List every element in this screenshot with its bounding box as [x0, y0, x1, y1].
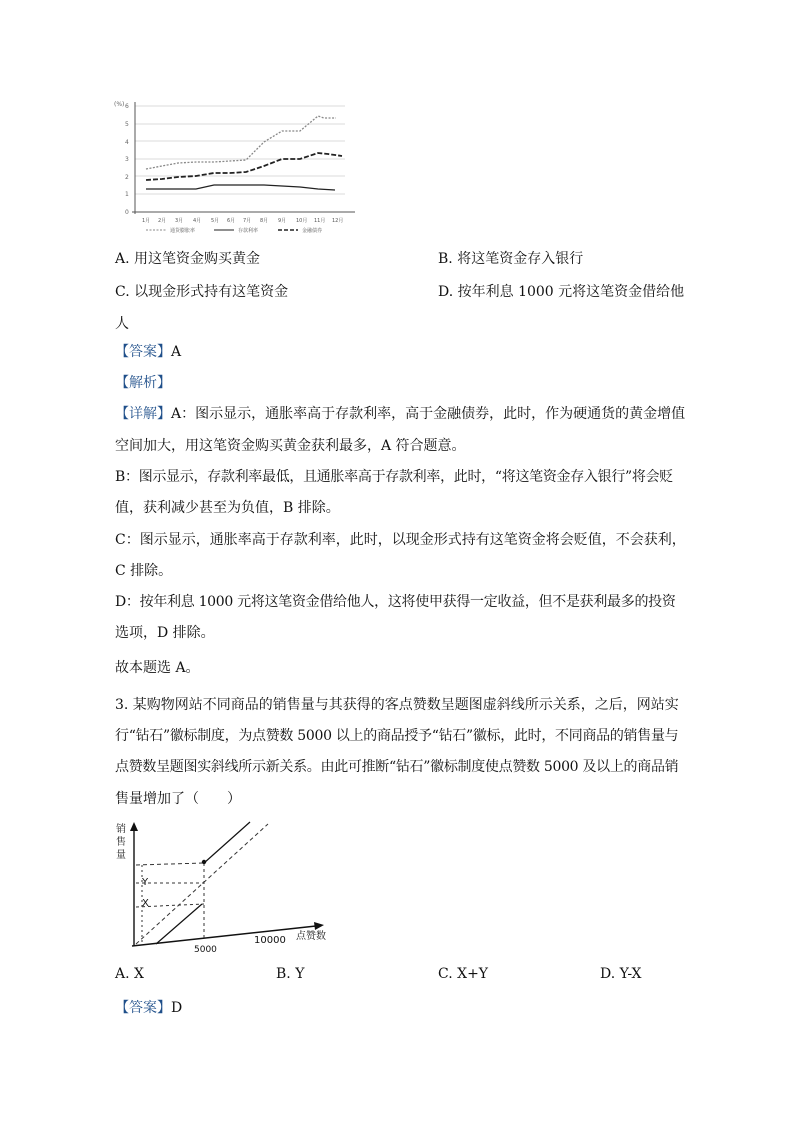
- q3-line3: 点赞数呈题图实斜线所示新关系。由此可推断“钻石”徽标制度使点赞数 5000 及以上的商品销: [115, 759, 679, 775]
- x-axis-label: 点赞数: [296, 931, 326, 942]
- detail-label: 【详解】: [115, 406, 171, 422]
- solid-new-line: [156, 904, 202, 944]
- q3-line4: 售量增加了（ ）: [115, 791, 241, 807]
- y-tick: 2: [125, 174, 129, 181]
- x-tick: 7月: [243, 218, 252, 224]
- x-tick: 9月: [278, 218, 287, 224]
- answer-label: 【答案】: [115, 1000, 171, 1016]
- q3-option-b: B. Y: [276, 966, 305, 982]
- q3-option-d: D. Y-X: [600, 966, 642, 982]
- q3-option-c: C. X+Y: [438, 966, 489, 982]
- solid-new-line-upper: [204, 822, 250, 863]
- explanation-b-line2: 值，获利减少甚至为负值，B 排除。: [115, 500, 340, 516]
- option-d: D. 按年利息 1000 元将这笔资金借给他: [438, 284, 685, 300]
- series-deposit: [146, 185, 335, 190]
- jump-point: [202, 860, 206, 864]
- q3-answer-line: [115, 998, 182, 1018]
- explanation-b-line1: B：图示显示，存款利率最低，且通胀率高于存款利率，此时，“将这笔资金存入银行”将会贬: [115, 469, 674, 485]
- y-axis-label-char: 量: [116, 850, 126, 861]
- answer-label: 【答案】: [115, 344, 171, 360]
- q3-line2: 行“钻石”徽标制度，为点赞数 5000 以上的商品授予“钻石”徽标，此时，不同商品的销售量与: [115, 728, 679, 744]
- y-axis-unit: (%): [114, 101, 125, 108]
- dashed-old-line: [136, 824, 268, 944]
- option-a: A. 用这笔资金购买黄金: [115, 251, 261, 267]
- legend-label-inflation: 通货膨胀率: [170, 228, 196, 234]
- x-tick: 1月: [142, 218, 151, 224]
- x-tick: 6月: [227, 218, 236, 224]
- x-tick: 10月: [296, 218, 308, 224]
- option-c: C. 以现金形式持有这笔资金: [115, 284, 289, 300]
- y-tick: 0: [125, 209, 129, 216]
- y-tick: 5: [125, 121, 129, 128]
- legend-label-bond: 金融债券: [302, 228, 323, 234]
- sales-likes-diagram: [112, 818, 362, 953]
- x-tick: 4月: [193, 218, 202, 224]
- option-b: B. 将这笔资金存入银行: [438, 251, 584, 267]
- q3-answer: D: [171, 1000, 183, 1016]
- x-tick: 11月: [314, 218, 326, 224]
- q2-answer-line: [115, 342, 181, 362]
- y-tick: 3: [125, 156, 129, 163]
- mark-y: Y: [142, 877, 149, 888]
- explanation-a-line2: 空间加大，用这笔资金购买黄金获利最多，A 符合题意。: [115, 438, 466, 454]
- explanation-c-line1: C：图示显示，通胀率高于存款利率，此时，以现金形式持有这笔资金将会贬值，不会获利，: [115, 532, 686, 548]
- x-tick-5000: 5000: [194, 945, 217, 953]
- analysis-heading: [115, 373, 171, 393]
- explanation-c-line2: C 排除。: [115, 563, 173, 579]
- explanation-a-line1: [115, 404, 685, 424]
- explanation-a-text: A：图示显示，通胀率高于存款利率，高于金融债券，此时，作为硬通货的黄金增值: [171, 406, 686, 422]
- y-axis-arrow: [130, 822, 138, 831]
- x-tick: 5月: [211, 218, 220, 224]
- explanation-d-line2: 选项，D 排除。: [115, 625, 215, 641]
- upper-dashed-segment: [136, 863, 204, 865]
- q2-answer: A: [171, 344, 182, 360]
- rate-line-chart: [110, 96, 372, 241]
- y-axis-label-char: 销: [116, 824, 126, 835]
- x-axis: [132, 926, 316, 946]
- x-tick-10000: 10000: [254, 935, 286, 946]
- x-tick: 2月: [158, 218, 167, 224]
- y-tick: 4: [125, 139, 129, 146]
- q3-line1: 3. 某购物网站不同商品的销售量与其获得的客点赞数呈题图虚斜线所示关系，之后，网站实: [115, 697, 679, 713]
- analysis-label: 【解析】: [115, 375, 171, 391]
- x-tick: 3月: [175, 218, 184, 224]
- x-tick: 8月: [260, 218, 269, 224]
- x-tick: 12月: [332, 218, 344, 224]
- conclusion: 故本题选 A。: [115, 660, 200, 676]
- x-axis-arrow: [314, 922, 324, 930]
- mark-x: X: [142, 898, 149, 909]
- y-axis-label-char: 售: [116, 837, 126, 848]
- q3-option-a: A. X: [115, 966, 144, 982]
- explanation-d-line1: D：按年利息 1000 元将这笔资金借给他人，这将使甲获得一定收益，但不是获利最多的投资: [115, 594, 676, 610]
- option-d-continued: 人: [115, 316, 129, 332]
- y-tick: 1: [125, 191, 129, 198]
- legend-label-deposit: 存款利率: [238, 228, 259, 234]
- y-tick: 6: [125, 103, 129, 110]
